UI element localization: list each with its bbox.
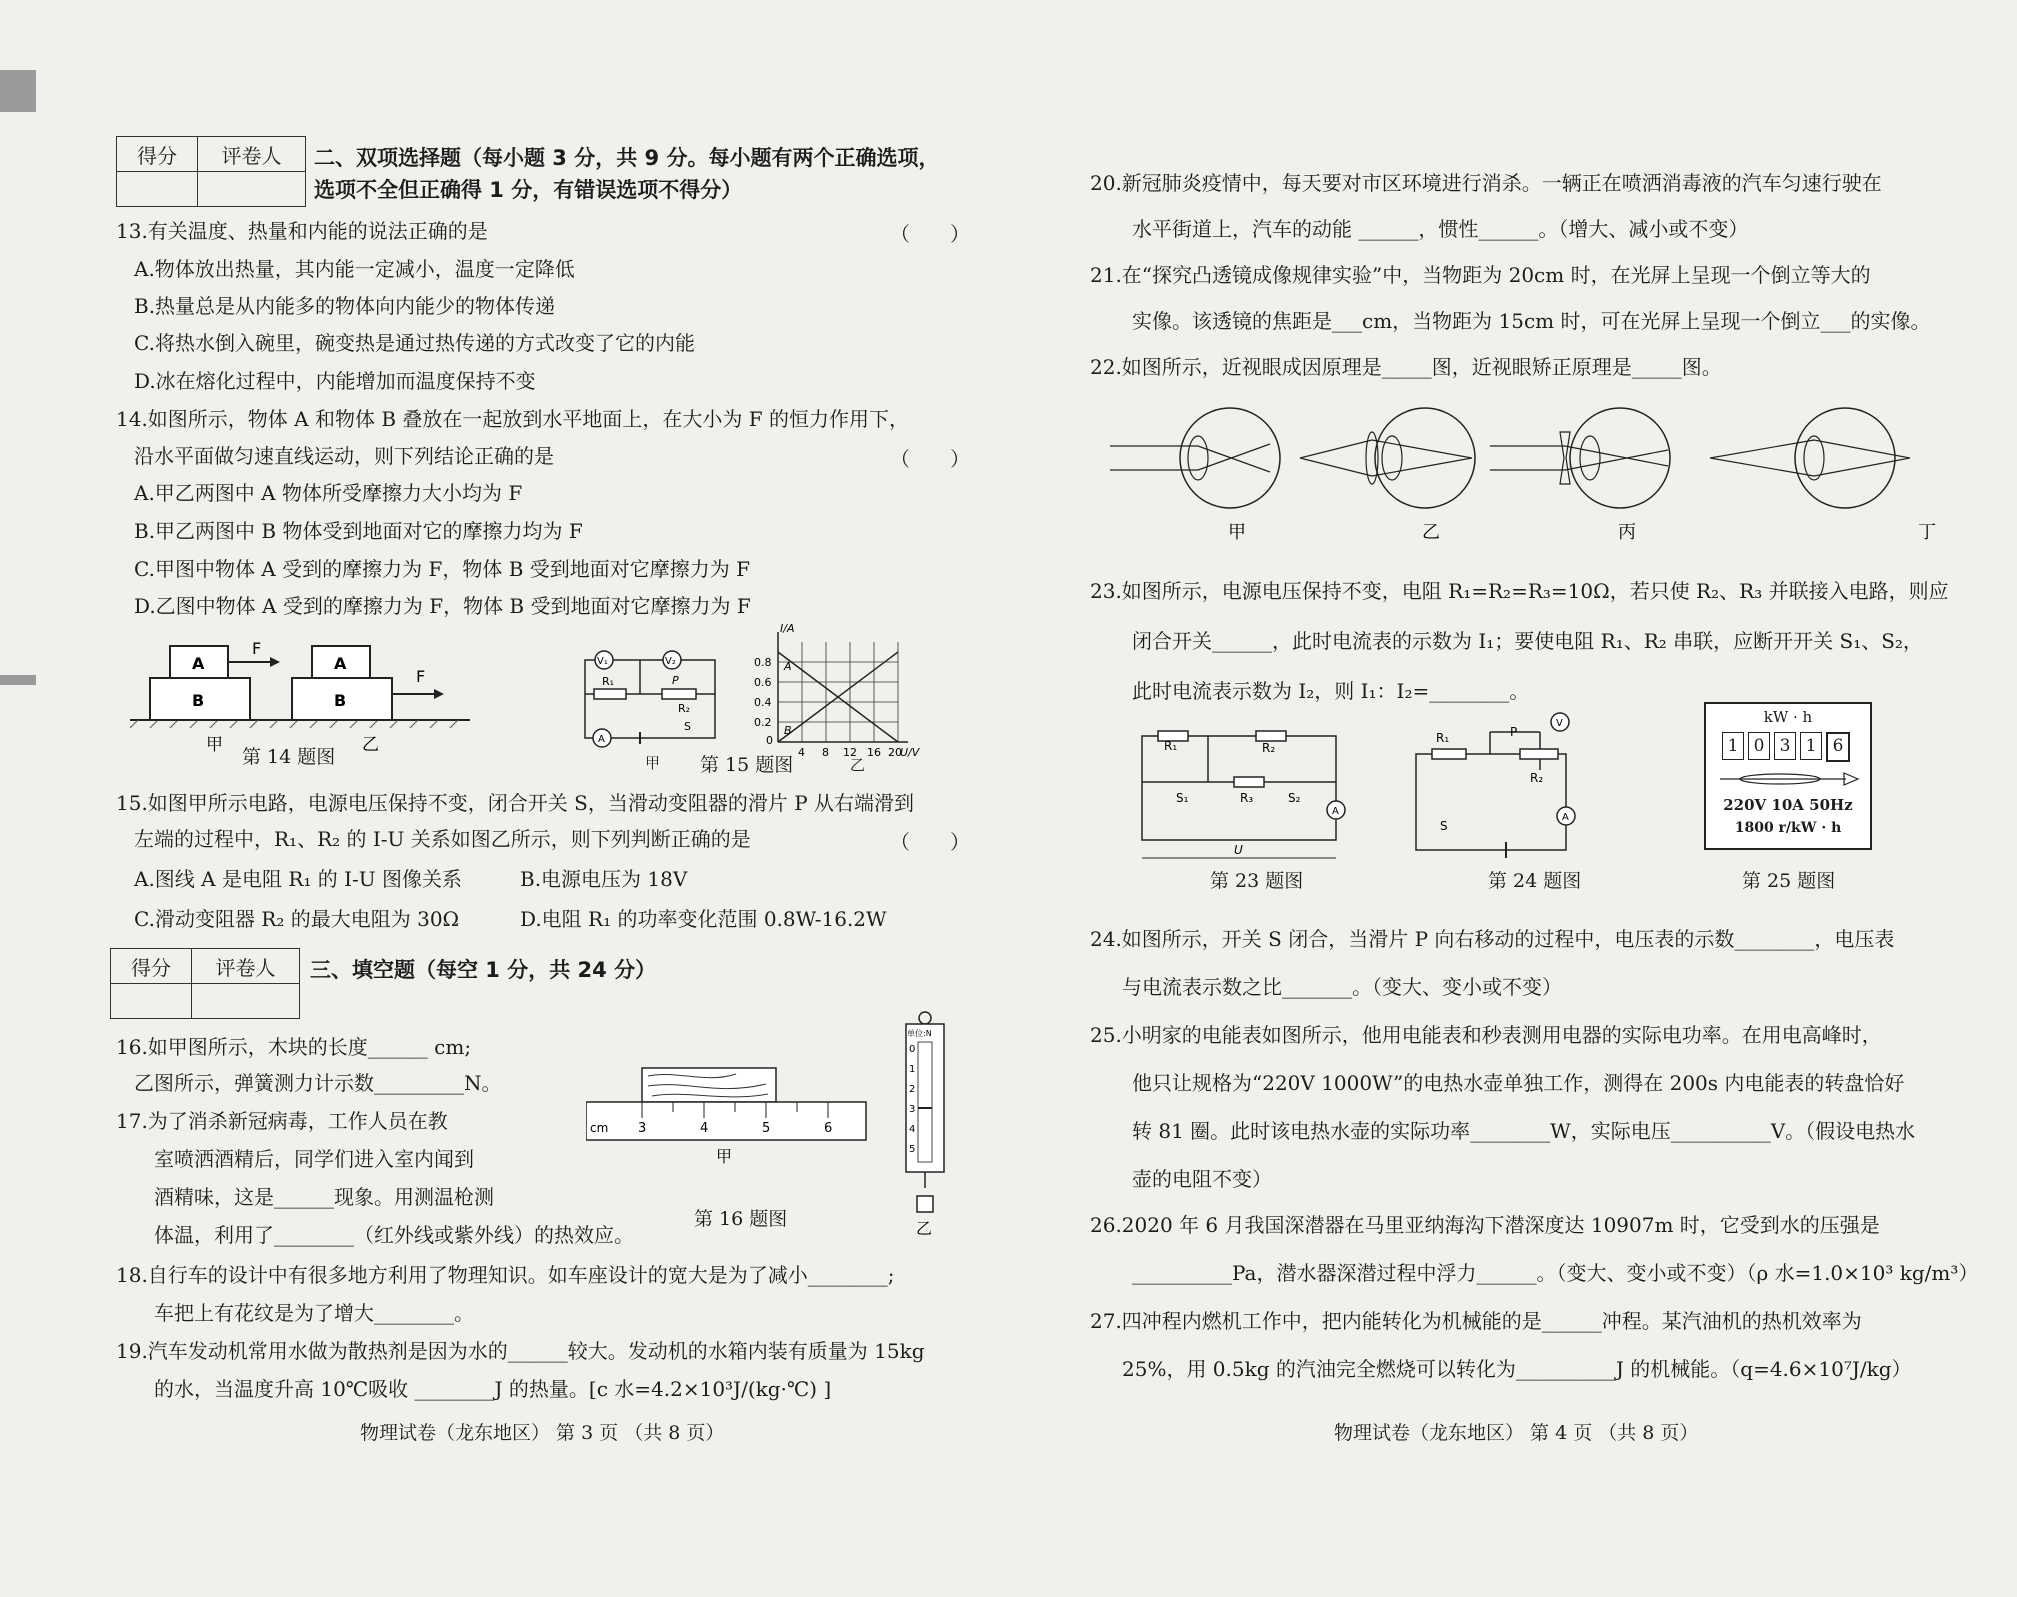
fig14-yi-label-b: B bbox=[334, 691, 347, 710]
scan-edge-mark bbox=[0, 675, 36, 685]
fig16-scale-unit: 单位:N bbox=[907, 1029, 932, 1038]
q20-line1: 20.新冠肺炎疫情中，每天要对市区环境进行消杀。一辆正在喷洒消毒液的汽车匀速行驶在 bbox=[1090, 171, 1882, 195]
fig14-jia-force-label: F bbox=[252, 639, 262, 658]
fig16-scale-tick: 2 bbox=[909, 1084, 916, 1095]
fig15-circuit-diagram bbox=[580, 646, 730, 756]
fig25-digits bbox=[1722, 732, 1850, 762]
fig15-xlabel: U/V bbox=[900, 746, 920, 759]
q17-line2: 室喷洒酒精后，同学们进入室内闻到 bbox=[154, 1147, 474, 1171]
q25-line1: 25.小明家的电能表如图所示，他用电能表和秒表测用电器的实际电功率。在用电高峰时， bbox=[1090, 1023, 1882, 1047]
q22-line1: 22.如图所示，近视眼成因原理是_____图，近视眼矫正原理是_____图。 bbox=[1090, 355, 1722, 379]
q14-stem-2: 沿水平面做匀速直线运动，则下列结论正确的是 bbox=[134, 444, 554, 468]
fig15-xtick: 4 bbox=[798, 746, 805, 759]
score-cell bbox=[117, 172, 198, 207]
fig14-yi-force-label: F bbox=[416, 667, 426, 686]
fig16-scale-tick: 0 bbox=[909, 1044, 916, 1055]
fig23-ammeter-label: A bbox=[1332, 806, 1339, 817]
fig16-scale-tick: 5 bbox=[909, 1144, 916, 1155]
q18-line2: 车把上有花纹是为了增大________。 bbox=[154, 1301, 474, 1325]
q19-line1: 19.汽车发动机常用水做为散热剂是因为水的______较大。发动机的水箱内装有质量为 15kg bbox=[116, 1339, 925, 1363]
fig25-digit: 3 bbox=[1774, 732, 1796, 760]
q25-line3: 转 81 圈。此时该电热水壶的实际功率________W，实际电压__________V。（假设电热水 bbox=[1132, 1119, 1916, 1143]
fig15-caption: 第 15 题图 bbox=[700, 754, 794, 776]
fig24-circuit bbox=[1410, 712, 1610, 862]
fig16-jia-label: 甲 bbox=[716, 1147, 733, 1166]
q14-answer-paren: （ ） bbox=[890, 447, 970, 471]
fig25-caption: 第 25 题图 bbox=[1742, 870, 1836, 892]
section3-title: 三、填空题（每空 1 分，共 24 分） bbox=[310, 958, 657, 982]
fig25-revolutions: 1800 r/kW · h bbox=[1734, 820, 1842, 836]
fig15-v1-label: V₁ bbox=[597, 656, 608, 667]
fig15-yi-caption: 乙 bbox=[850, 756, 866, 774]
fig25-energy-meter bbox=[1704, 702, 1872, 850]
fig25-digit: 1 bbox=[1800, 732, 1822, 760]
fig25-unit: kW · h bbox=[1763, 708, 1813, 726]
fig25-rotating-disk bbox=[1720, 768, 1860, 790]
fig15-line-a-label: A bbox=[784, 660, 792, 673]
q20-line2: 水平街道上，汽车的动能 ______，惯性______。（增大、减小或不变） bbox=[1132, 217, 1749, 241]
q18-line1: 18.自行车的设计中有很多地方利用了物理知识。如车座设计的宽大是为了减小________; bbox=[116, 1263, 895, 1287]
fig25-spec: 220V 10A 50Hz bbox=[1723, 796, 1853, 814]
q14-option-a: A.甲乙两图中 A 物体所受摩擦力大小均为 F bbox=[134, 481, 523, 505]
fig15-ylabel: I/A bbox=[780, 622, 795, 635]
fig22-label-bing: 丙 bbox=[1618, 522, 1636, 543]
fig15-switch-label: S bbox=[684, 720, 691, 733]
fig23-r3-label: R₃ bbox=[1240, 791, 1254, 805]
score-header: 得分 bbox=[111, 949, 192, 984]
q17-line1: 17.为了消杀新冠病毒，工作人员在教 bbox=[116, 1109, 448, 1133]
grader-header: 评卷人 bbox=[192, 949, 300, 984]
fig16-weight bbox=[917, 1196, 933, 1212]
q23-line1: 23.如图所示，电源电压保持不变，电阻 R₁=R₂=R₃=10Ω，若只使 R₂、R₃ 并联接入电路，则应 bbox=[1090, 579, 1949, 603]
q16-line2: 乙图所示，弹簧测力计示数_________N。 bbox=[134, 1071, 502, 1095]
fig25-digit-decimal: 6 bbox=[1826, 732, 1850, 762]
fig15-v2-label: V₂ bbox=[665, 656, 676, 667]
fig15-iu-graph bbox=[748, 622, 928, 762]
fig16-ruler-tick: 3 bbox=[638, 1121, 647, 1136]
fig22-label-jia: 甲 bbox=[1228, 522, 1246, 543]
q14-option-d: D.乙图中物体 A 受到的摩擦力为 F，物体 B 受到地面对它摩擦力为 F bbox=[134, 594, 751, 618]
q13-option-b: B.热量总是从内能多的物体向内能少的物体传递 bbox=[134, 294, 556, 318]
q15-stem: 15.如图甲所示电路，电源电压保持不变，闭合开关 S，当滑动变阻器的滑片 P 从右端滑到 bbox=[116, 791, 915, 815]
fig24-r2 bbox=[1520, 749, 1558, 759]
fig23-circuit bbox=[1136, 726, 1346, 866]
fig15-xtick: 12 bbox=[843, 746, 857, 759]
fig16-ruler-tick: 4 bbox=[700, 1121, 709, 1136]
q15-answer-paren: （ ） bbox=[890, 830, 970, 854]
q13-option-c: C.将热水倒入碗里，碗变热是通过热传递的方式改变了它的内能 bbox=[134, 331, 695, 355]
q17-line4: 体温，利用了________（红外线或紫外线）的热效应。 bbox=[154, 1223, 634, 1247]
fig16-caption: 第 16 题图 bbox=[694, 1208, 788, 1230]
score-cell bbox=[111, 984, 192, 1019]
q26-line2: __________Pa，潜水器深潜过程中浮力______。（变大、变小或不变）（ρ 水=1.0×10³ kg/m³） bbox=[1132, 1261, 1979, 1285]
fig23-r2 bbox=[1256, 731, 1286, 741]
grader-cell bbox=[198, 172, 306, 207]
fig24-s-label: S bbox=[1440, 819, 1448, 833]
page-footer: 物理试卷（龙东地区） 第 4 页 （共 8 页） bbox=[1334, 1422, 1699, 1444]
fig24-r2-label: R₂ bbox=[1530, 771, 1544, 785]
fig22-eye-diagrams bbox=[1110, 402, 1950, 552]
q16-line1: 16.如甲图所示，木块的长度______ cm; bbox=[116, 1035, 472, 1059]
fig15-ytick: 0.4 bbox=[754, 696, 772, 709]
page-3 bbox=[110, 0, 1000, 1597]
fig16-ruler-unit: cm bbox=[590, 1121, 609, 1135]
fig14-jia-label-a: A bbox=[192, 654, 205, 673]
fig16-spring-scale bbox=[900, 1010, 950, 1240]
fig16-scale-tick: 3 bbox=[909, 1104, 916, 1115]
fig15-resistor-r2 bbox=[662, 689, 696, 699]
score-table-section3 bbox=[110, 948, 300, 1019]
q19-line2: 的水，当温度升高 10℃吸收 ________J 的热量。[c 水=4.2×10³J/(kg·℃) ] bbox=[154, 1377, 832, 1401]
fig22-label-ding: 丁 bbox=[1918, 522, 1936, 543]
fig14-jia-caption: 甲 bbox=[206, 735, 223, 755]
fig16-scale-tick: 4 bbox=[909, 1124, 916, 1135]
fig15-resistor-r1 bbox=[594, 689, 626, 699]
fig24-r1 bbox=[1432, 749, 1466, 759]
fig16-scale-tick: 1 bbox=[909, 1064, 916, 1075]
fig23-u-label: U bbox=[1234, 843, 1243, 857]
page-4 bbox=[1090, 0, 1979, 1597]
q24-line1: 24.如图所示，开关 S 闭合，当滑片 P 向右移动的过程中，电压表的示数________，电压表 bbox=[1090, 927, 1895, 951]
fig14-yi-caption: 乙 bbox=[362, 735, 379, 755]
fig23-r1-label: R₁ bbox=[1164, 739, 1178, 753]
q17-line3: 酒精味，这是______现象。用测温枪测 bbox=[154, 1185, 494, 1209]
fig23-r3 bbox=[1234, 777, 1264, 787]
fig14-caption: 第 14 题图 bbox=[242, 746, 336, 768]
fig14-yi-label-a: A bbox=[334, 654, 347, 673]
fig25-digit: 0 bbox=[1748, 732, 1770, 760]
q14-option-b: B.甲乙两图中 B 物体受到地面对它的摩擦力均为 F bbox=[134, 519, 583, 543]
q26-line1: 26.2020 年 6 月我国深潜器在马里亚纳海沟下潜深度达 10907m 时，它受到水的压强是 bbox=[1090, 1213, 1880, 1237]
fig15-ammeter-label: A bbox=[598, 734, 605, 745]
fig24-a-label: A bbox=[1562, 812, 1569, 823]
fig24-p-label: P bbox=[1510, 725, 1518, 739]
fig15-ytick: 0 bbox=[766, 734, 773, 747]
fig15-r2-label: R₂ bbox=[678, 702, 691, 715]
fig16-ruler-tick: 5 bbox=[762, 1121, 771, 1136]
q14-option-c: C.甲图中物体 A 受到的摩擦力为 F，物体 B 受到地面对它摩擦力为 F bbox=[134, 557, 750, 581]
q25-line2: 他只让规格为“220V 1000W”的电热水壶单独工作，测得在 200s 内电能表的转盘恰好 bbox=[1132, 1071, 1905, 1095]
fig25-digit: 1 bbox=[1722, 732, 1744, 760]
fig15-ytick: 0.6 bbox=[754, 676, 772, 689]
q14-stem: 14.如图所示，物体 A 和物体 B 叠放在一起放到水平地面上，在大小为 F 的恒力作用下， bbox=[116, 407, 909, 431]
q24-line2: 与电流表示数之比_______。（变大、变小或不变） bbox=[1122, 975, 1562, 999]
q23-line3: 此时电流表示数为 I₂，则 I₁：I₂=________。 bbox=[1132, 679, 1530, 703]
fig15-xtick: 16 bbox=[867, 746, 881, 759]
scan-edge-mark bbox=[0, 70, 36, 112]
q15-stem-2: 左端的过程中，R₁、R₂ 的 I-U 关系如图乙所示，则下列判断正确的是 bbox=[134, 827, 751, 851]
q13-option-d: D.冰在熔化过程中，内能增加而温度保持不变 bbox=[134, 369, 536, 393]
fig22-label-yi: 乙 bbox=[1422, 522, 1440, 543]
fig23-r2-label: R₂ bbox=[1262, 741, 1276, 755]
score-header: 得分 bbox=[117, 137, 198, 172]
fig23-s2-label: S₂ bbox=[1288, 791, 1301, 805]
q15-option-a: A.图线 A 是电阻 R₁ 的 I-U 图像关系 bbox=[134, 867, 462, 891]
q15-option-d: D.电阻 R₁ 的功率变化范围 0.8W-16.2W bbox=[520, 907, 887, 931]
grader-cell bbox=[192, 984, 300, 1019]
q21-line2: 实像。该透镜的焦距是___cm，当物距为 15cm 时，可在光屏上呈现一个倒立___的实像。 bbox=[1132, 309, 1931, 333]
fig15-ytick: 0.8 bbox=[754, 656, 772, 669]
fig15-ytick: 0.2 bbox=[754, 716, 772, 729]
fig15-slider-p-label: P bbox=[672, 674, 679, 687]
fig24-caption: 第 24 题图 bbox=[1488, 870, 1582, 892]
fig15-jia-caption: 甲 bbox=[645, 754, 661, 772]
fig15-r1-label: R₁ bbox=[602, 675, 615, 688]
q13-answer-paren: （ ） bbox=[890, 222, 970, 246]
section2-subtitle: 选项不全但正确得 1 分，有错误选项不得分） bbox=[314, 178, 743, 202]
fig24-r1-label: R₁ bbox=[1436, 731, 1450, 745]
fig16-yi-label: 乙 bbox=[916, 1219, 933, 1238]
q27-line1: 27.四冲程内燃机工作中，把内能转化为机械能的是______冲程。某汽油机的热机效率为 bbox=[1090, 1309, 1862, 1333]
fig16-ruler-tick: 6 bbox=[824, 1121, 833, 1136]
q21-line1: 21.在“探究凸透镜成像规律实验”中，当物距为 20cm 时，在光屏上呈现一个倒立等大的 bbox=[1090, 263, 1871, 287]
fig23-caption: 第 23 题图 bbox=[1210, 870, 1304, 892]
fig14-jia-label-b: B bbox=[192, 691, 205, 710]
q15-option-c: C.滑动变阻器 R₂ 的最大电阻为 30Ω bbox=[134, 907, 460, 931]
q27-line2: 25%，用 0.5kg 的汽油完全燃烧可以转化为__________J 的机械能。（q=4.6×10⁷J/kg） bbox=[1122, 1357, 1912, 1381]
q25-line4: 壶的电阻不变） bbox=[1132, 1167, 1272, 1191]
page-footer: 物理试卷（龙东地区） 第 3 页 （共 8 页） bbox=[360, 1422, 725, 1444]
q15-option-b: B.电源电压为 18V bbox=[520, 867, 688, 891]
fig15-xtick: 20 bbox=[888, 746, 902, 759]
fig16-ruler-diagram bbox=[586, 1062, 876, 1172]
fig24-v-label: V bbox=[1556, 718, 1563, 729]
fig15-line-b-label: B bbox=[784, 724, 792, 737]
q13-option-a: A.物体放出热量，其内能一定减小，温度一定降低 bbox=[134, 257, 575, 281]
grader-header: 评卷人 bbox=[198, 137, 306, 172]
q23-line2: 闭合开关______，此时电流表的示数为 I₁；要使电阻 R₁、R₂ 串联，应断开开关 S₁、S₂， bbox=[1132, 629, 1923, 653]
q13-stem: 13.有关温度、热量和内能的说法正确的是 bbox=[116, 219, 488, 243]
score-table bbox=[116, 136, 306, 207]
section2-title: 二、双项选择题（每小题 3 分，共 9 分。每小题有两个正确选项， bbox=[314, 146, 940, 170]
fig15-xtick: 8 bbox=[822, 746, 829, 759]
fig23-s1-label: S₁ bbox=[1176, 791, 1189, 805]
